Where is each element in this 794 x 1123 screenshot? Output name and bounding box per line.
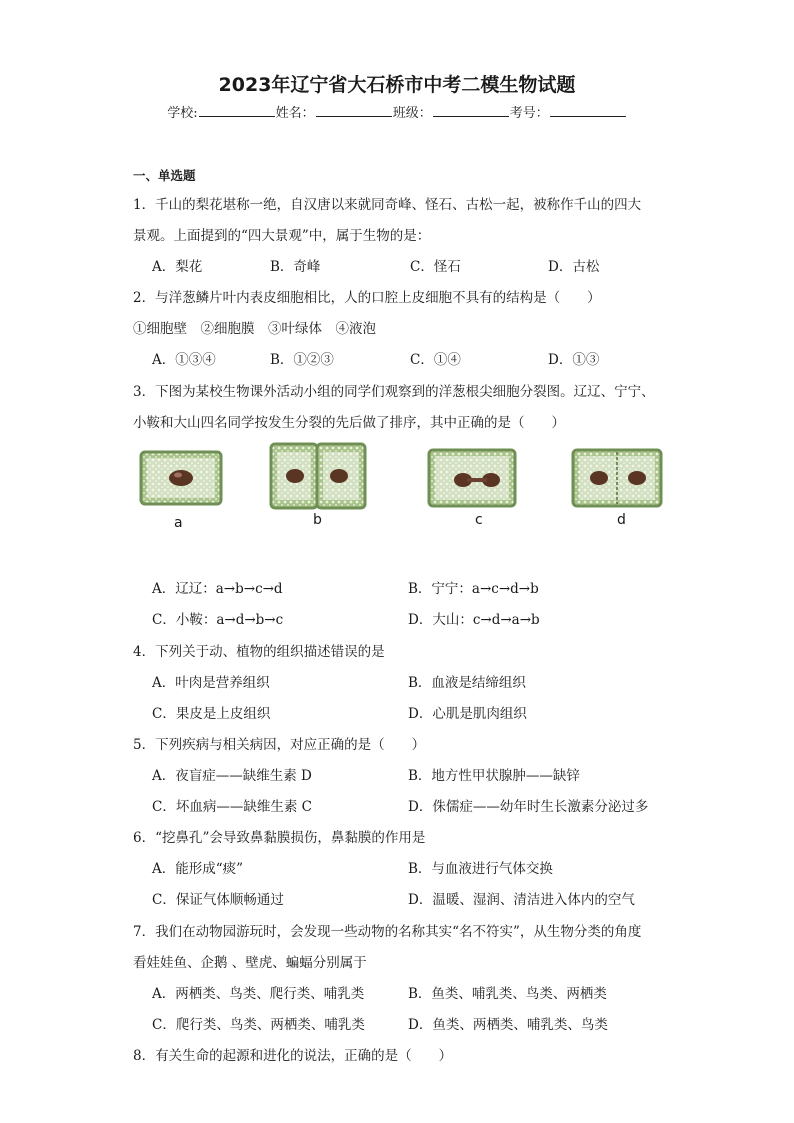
cell-label-a: a bbox=[174, 515, 183, 531]
student-info-row bbox=[0, 102, 794, 121]
class-label: 班级： bbox=[392, 106, 432, 121]
q4-stem: 4．下列关于动、植物的组织描述错误的是 bbox=[133, 644, 385, 660]
q4-option-c[interactable]: C．果皮是上皮组织 bbox=[152, 706, 271, 722]
q6-option-a[interactable]: A．能形成“痰” bbox=[152, 861, 244, 877]
q3-option-a[interactable]: A．辽辽：a→b→c→d bbox=[152, 581, 283, 597]
q1-option-c[interactable]: C．怪石 bbox=[410, 259, 461, 275]
cell-label-c: c bbox=[475, 512, 483, 528]
number-label: 考号： bbox=[509, 106, 549, 121]
cell-a bbox=[141, 452, 221, 504]
q1-option-b[interactable]: B．奇峰 bbox=[270, 259, 321, 275]
q2-stem-line2: ①细胞壁 ②细胞膜 ③叶绿体 ④液泡 bbox=[133, 321, 376, 337]
q7-stem-line2: 看娃娃鱼、企鹅 、壁虎、蝙蝠分别属于 bbox=[133, 955, 367, 971]
cell-c bbox=[429, 450, 515, 506]
q1-option-d[interactable]: D．古松 bbox=[548, 259, 600, 275]
q7-stem-line1: 7．我们在动物园游玩时，会发现一些动物的名称其实“名不符实”，从生物分类的角度 bbox=[133, 924, 642, 940]
q6-option-d[interactable]: D．温暖、湿润、清洁进入体内的空气 bbox=[408, 892, 635, 908]
q6-option-c[interactable]: C．保证气体顺畅通过 bbox=[152, 892, 284, 908]
q7-option-b[interactable]: B．鱼类、哺乳类、鸟类、两栖类 bbox=[408, 986, 607, 1002]
cell-label-b: b bbox=[313, 512, 322, 528]
q4-option-d[interactable]: D．心肌是肌肉组织 bbox=[408, 706, 527, 722]
q5-stem: 5．下列疾病与相关病因，对应正确的是（ ） bbox=[133, 737, 426, 753]
q2-option-c[interactable]: C．①④ bbox=[410, 352, 461, 368]
school-label: 学校: bbox=[167, 106, 198, 121]
q2-stem-line1: 2．与洋葱鳞片叶内表皮细胞相比，人的口腔上皮细胞不具有的结构是（ ） bbox=[133, 290, 601, 306]
section-heading: 一、单选题 bbox=[133, 168, 196, 183]
q5-option-d[interactable]: D．侏儒症——幼年时生长激素分泌过多 bbox=[408, 799, 649, 815]
name-label: 姓名： bbox=[275, 106, 315, 121]
q5-option-a[interactable]: A．夜盲症——缺维生素 D bbox=[152, 768, 312, 784]
cell-d bbox=[573, 450, 661, 506]
exam-title: 2023年辽宁省大石桥市中考二模生物试题 bbox=[218, 74, 576, 96]
q2-option-b[interactable]: B．①②③ bbox=[270, 352, 334, 368]
q3-stem-line2: 小鞍和大山四名同学按发生分裂的先后做了排序，其中正确的是（ ） bbox=[133, 415, 565, 431]
cell-division-figure bbox=[133, 440, 673, 535]
q2-option-d[interactable]: D．①③ bbox=[548, 352, 600, 368]
q6-stem: 6．“挖鼻孔”会导致鼻黏膜损伤，鼻黏膜的作用是 bbox=[133, 830, 426, 846]
cell-b bbox=[271, 444, 365, 508]
q6-option-b[interactable]: B．与血液进行气体交换 bbox=[408, 861, 553, 877]
q5-option-c[interactable]: C．坏血病——缺维生素 C bbox=[152, 799, 312, 815]
q7-option-a[interactable]: A．两栖类、鸟类、爬行类、哺乳类 bbox=[152, 986, 365, 1002]
q1-option-a[interactable]: A．梨花 bbox=[152, 259, 203, 275]
q7-option-c[interactable]: C．爬行类、鸟类、两栖类、哺乳类 bbox=[152, 1017, 365, 1033]
q3-option-c[interactable]: C．小鞍：a→d→b→c bbox=[152, 612, 284, 628]
q3-stem-line1: 3．下图为某校生物课外活动小组的同学们观察到的洋葱根尖细胞分裂图。辽辽、宁宁、 bbox=[133, 384, 655, 400]
q3-option-b[interactable]: B．宁宁：a→c→d→b bbox=[408, 581, 539, 597]
q5-option-b[interactable]: B．地方性甲状腺肿——缺锌 bbox=[408, 768, 580, 784]
q4-option-a[interactable]: A．叶肉是营养组织 bbox=[152, 675, 270, 691]
q4-option-b[interactable]: B．血液是结缔组织 bbox=[408, 675, 526, 691]
q3-option-d[interactable]: D．大山：c→d→a→b bbox=[408, 612, 540, 628]
q1-stem-line2: 景观。上面提到的“四大景观”中，属于生物的是： bbox=[133, 228, 431, 244]
class-blank[interactable] bbox=[433, 104, 509, 117]
number-blank[interactable] bbox=[550, 104, 626, 117]
name-blank[interactable] bbox=[316, 104, 392, 117]
q2-option-a[interactable]: A．①③④ bbox=[152, 352, 216, 368]
cell-division-illustration bbox=[133, 440, 673, 535]
q7-option-d[interactable]: D．鱼类、两栖类、哺乳类、鸟类 bbox=[408, 1017, 608, 1033]
school-blank[interactable] bbox=[199, 104, 275, 117]
q8-stem: 8．有关生命的起源和进化的说法，正确的是（ ） bbox=[133, 1048, 453, 1064]
cell-label-d: d bbox=[617, 512, 626, 528]
q1-stem-line1: 1．千山的梨花堪称一绝，自汉唐以来就同奇峰、怪石、古松一起，被称作千山的四大 bbox=[133, 197, 642, 213]
